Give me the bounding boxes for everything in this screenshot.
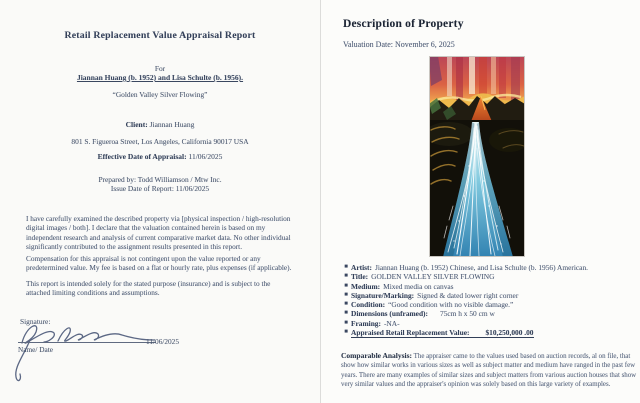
certification-paragraph-1: I have carefully examined the described property via [physical inspection / high-resolution digital images / both]. I declare that the valuation contained herein is based on my independent research and analysis of current comparative market data. No other individual significantly contributed to the assignment results presented in this report. — [26, 214, 291, 251]
detail-artist: ■ Artist: Jiannan Huang (b. 1952) Chinese, and Lisa Schulte (b. 1956) American. — [341, 263, 637, 272]
client-label: Client: — [125, 120, 148, 129]
bullet-icon: ■ — [344, 282, 348, 289]
effective-date-label: Effective Date of Appraisal: — [97, 152, 187, 161]
detail-medium: ■ Medium: Mixed media on canvas — [341, 282, 637, 291]
owner-names: Jiannan Huang (b. 1952) and Lisa Schulte (b. 1956). — [76, 73, 244, 82]
certification-paragraph-3: This report is intended solely for the stated purpose (insurance) and is subject to the attached limiting conditions and assumptions. — [26, 279, 271, 298]
bullet-icon: ■ — [344, 291, 348, 298]
signature-line — [18, 342, 156, 343]
effective-date-line — [0, 152, 320, 161]
comparable-analysis-text: The appraiser came to the values used based on auction records, al on file, that show how similar works in various sizes as well as subject matter and medium have ranged in the past few years. There are many examples of similar sizes and subject matters from various auction houses that show very similar values and the appraiser's opinion was solely based on this large variety of examples. — [341, 353, 637, 389]
property-details-list — [341, 263, 637, 337]
bullet-icon: ■ — [344, 329, 348, 336]
name-date-label: Name/ Date — [18, 345, 54, 354]
page-heading: Description of Property — [343, 18, 464, 30]
valuation-date: Valuation Date: November 6, 2025 — [343, 40, 455, 49]
artwork-title-quote: “Golden Valley Silver Flowing” — [112, 90, 208, 99]
bullet-icon: ■ — [344, 273, 348, 280]
issue-date-line: Issue Date of Report: 11/06/2025 — [110, 184, 210, 193]
report-title: Retail Replacement Value Appraisal Report — [64, 30, 256, 41]
signature-label: Signature: — [20, 317, 51, 326]
bullet-icon: ■ — [344, 264, 348, 270]
artwork-image — [429, 56, 525, 257]
detail-appraised-value: ■ Appraised Retail Replacement Value: $10,250,000 .00 — [341, 328, 637, 337]
signature-date: 11/06/2025 — [146, 337, 179, 346]
comparable-analysis — [341, 351, 637, 390]
certification-paragraph-2: Compensation for this appraisal is not contingent upon the value reported or any predetermined value. My fee is based on a flat or hourly rate, plus expenses (if applicable). — [26, 254, 292, 273]
detail-dimensions: ■ Dimensions (unframed): 75cm h x 50 cm w — [341, 309, 637, 318]
bullet-icon: ■ — [344, 319, 348, 326]
detail-title: ■ Title: GOLDEN VALLEY SILVER FLOWING — [341, 272, 637, 281]
client-address: 801 S. Figueroa Street, Los Angeles, California 90017 USA — [71, 137, 249, 146]
client-name: Jiannan Huang — [147, 120, 195, 129]
comparable-analysis-label: Comparable Analysis: — [341, 351, 413, 360]
for-label: For — [154, 64, 166, 73]
bullet-icon: ■ — [344, 310, 348, 317]
description-of-property-page — [320, 0, 640, 403]
detail-signature-marking: ■ Signature/Marking: Signed & dated lower right corner — [341, 291, 637, 300]
detail-framing: ■ Framing: -NA- — [341, 319, 637, 328]
detail-condition: ■ Condition: “Good condition with no visible damage.” — [341, 300, 637, 309]
client-line — [0, 120, 320, 129]
bullet-icon: ■ — [344, 301, 348, 308]
prepared-by-line: Prepared by: Todd Williamson / Mtw Inc. — [98, 175, 222, 184]
effective-date-value: 11/06/2025 — [186, 152, 223, 161]
